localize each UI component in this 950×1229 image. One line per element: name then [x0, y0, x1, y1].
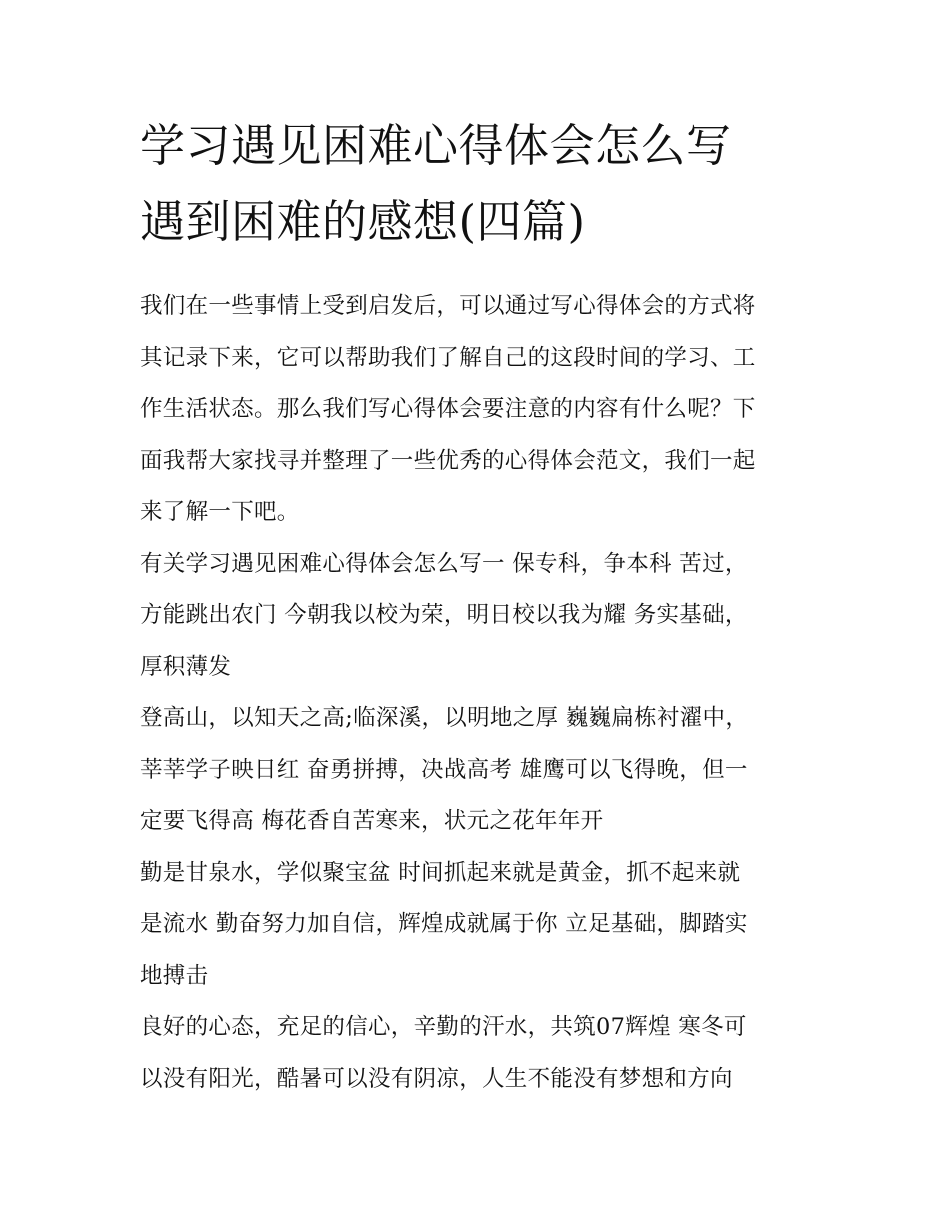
intro-paragraph-line: 作生活状态。那么我们写心得体会要注意的内容有什么呢？下 [140, 396, 756, 422]
body-paragraph-line: 勤是甘泉水，学似聚宝盆 时间抓起来就是黄金，抓不起来就 [140, 859, 741, 886]
body-paragraph-line: 厚积薄发 [140, 653, 232, 680]
body-paragraph-line: 莘莘学子映日红 奋勇拼搏，决战高考 雄鹰可以飞得晚，但一 [140, 756, 748, 783]
intro-paragraph-line: 面我帮大家找寻并整理了一些优秀的心得体会范文，我们一起 [140, 447, 756, 474]
body-paragraph-line: 方能跳出农门 今朝我以校为荣，明日校以我为耀 务实基础， [140, 602, 748, 628]
body-paragraph-line: 地搏击 [140, 962, 209, 989]
body-paragraph-line: 良好的心态，充足的信心，辛勤的汗水，共筑07辉煌 寒冬可 [140, 1014, 747, 1040]
document-body [140, 280, 830, 1104]
intro-paragraph-line: 我们在一些事情上受到启发后，可以通过写心得体会的方式将 [140, 293, 756, 319]
body-paragraph-line: 登高山，以知天之高;临深溪，以明地之厚 巍巍扁栋衬濯中， [140, 705, 749, 731]
document-title [140, 108, 830, 260]
title-line: 学习遇见困难心得体会怎么写 [140, 119, 732, 172]
title-line: 遇到困难的感想(四篇) [140, 195, 586, 248]
body-paragraph-line: 有关学习遇见困难心得体会怎么写一 保专科，争本科 苦过， [140, 550, 748, 577]
intro-paragraph-line: 来了解一下吧。 [140, 499, 300, 525]
body-paragraph-line: 定要飞得高 梅花香自苦寒来，状元之花年年开 [140, 808, 604, 834]
body-paragraph-line: 是流水 勤奋努力加自信，辉煌成就属于你 立足基础，脚踏实 [140, 911, 748, 937]
intro-paragraph-line: 其记录下来，它可以帮助我们了解自己的这段时间的学习、工 [140, 344, 756, 371]
body-paragraph-line: 以没有阳光，酷暑可以没有阴凉，人生不能没有梦想和方向 [140, 1065, 733, 1092]
